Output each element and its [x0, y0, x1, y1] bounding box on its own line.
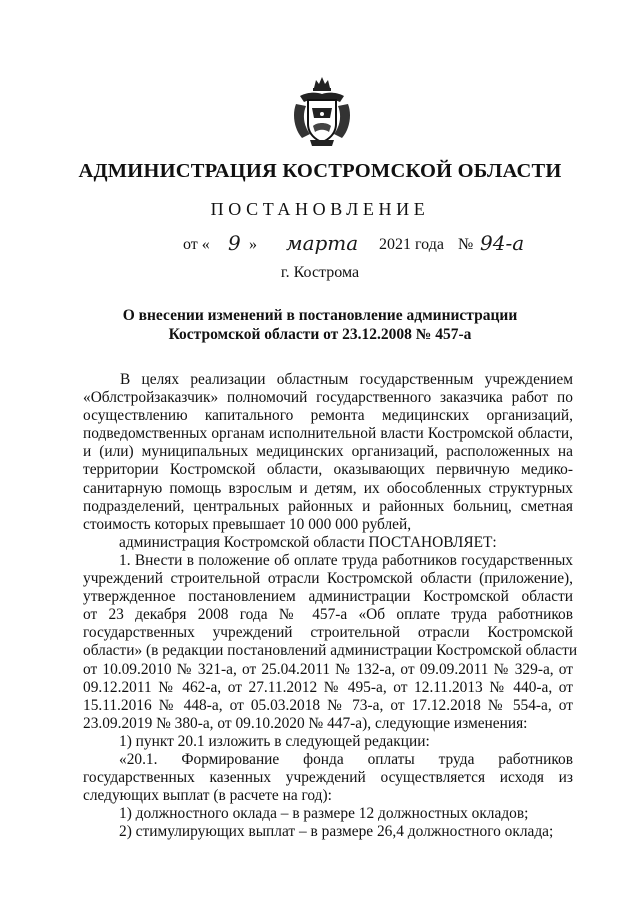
body-line: «20.1. Формирование фонда оплаты труда работников: [119, 750, 573, 768]
document-body: [83, 371, 578, 841]
body-line: и (или) муниципальных медицинских организаций, расположенных на: [83, 443, 573, 461]
body-line: 2) стимулирующих выплат – в размере 26,4 должностного оклада;: [119, 823, 554, 841]
body-line: подведомственных органам исполнительной власти Костромской области,: [83, 425, 573, 443]
body-line: В целях реализации областным государственным учреждением: [120, 371, 573, 388]
city: г. Кострома: [280, 264, 360, 281]
body-line: 23.09.2019 № 380-а, от 09.10.2020 № 447-а), следующие изменения:: [83, 714, 528, 732]
date-year: 2021 года: [379, 236, 444, 253]
handwritten-number: 94-а: [480, 231, 525, 255]
body-line: осуществлению капитального ремонта медицинских организаций,: [83, 407, 573, 425]
date-line: [0, 233, 640, 261]
body-line: следующих выплат (в расчете на год):: [83, 787, 332, 805]
body-line: утвержденное постановлением администрации Костромской области: [83, 588, 573, 606]
body-line: территории Костромской области, оказывающих первичную медико-: [83, 461, 573, 479]
body-line: 1) должностного оклада – в размере 12 должностных окладов;: [119, 805, 529, 823]
body-line: 15.11.2016 № 448-а, от 05.03.2018 № 73-а, от 17.12.2018 № 554-а, от: [83, 696, 573, 714]
handwritten-month: марта: [286, 231, 359, 255]
body-line: 1) пункт 20.1 изложить в следующей редакции:: [119, 732, 430, 750]
body-line: подразделений, центральных районных и районных больниц, сметная: [83, 497, 573, 515]
number-sign: №: [458, 236, 474, 253]
date-close-quote: »: [249, 236, 257, 253]
body-line: государственных казенных учреждений осуществляется исходя из: [83, 769, 573, 787]
date-prefix: от «: [183, 236, 210, 253]
body-line: 09.12.2011 № 462-а, от 27.11.2012 № 495-а, от 12.11.2013 № 440-а, от: [83, 678, 573, 696]
document-type: ПОСТАНОВЛЕНИЕ: [210, 199, 430, 219]
document-subject: [0, 306, 640, 344]
body-line: от 10.09.2010 № 321-а, от 25.04.2011 № 132-а, от 09.09.2011 № 329-а, от: [83, 660, 573, 678]
body-line: стоимость которых превышает 10 000 000 рублей,: [83, 515, 412, 533]
body-line: учреждений строительной отрасли Костромской области (приложение),: [83, 570, 573, 588]
body-line: «Облстройзаказчик» полномочий государственного заказчика работ по: [83, 389, 573, 407]
body-line: санитарную помощь взрослым и детям, их обособленных структурных: [83, 479, 573, 497]
subject-line-2: Костромской области от 23.12.2008 № 457-а: [168, 326, 472, 343]
body-line: области» (в редакции постановлений администрации Костромской области: [83, 642, 578, 660]
coat-of-arms-icon: [290, 74, 354, 148]
body-line: 1. Внести в положение об оплате труда работников государственных: [119, 551, 573, 569]
organization-title: АДМИНИСТРАЦИЯ КОСТРОМСКОЙ ОБЛАСТИ: [78, 160, 562, 182]
body-line: государственных учреждений строительной отрасли Костромской: [83, 624, 573, 642]
subject-line-1: О внесении изменений в постановление администрации: [122, 307, 518, 324]
handwritten-day: 9: [228, 231, 241, 255]
body-line: администрация Костромской области ПОСТАНОВЛЯЕТ:: [119, 533, 497, 551]
body-line: от 23 декабря 2008 года № 457-а «Об оплате труда работников: [83, 606, 573, 624]
